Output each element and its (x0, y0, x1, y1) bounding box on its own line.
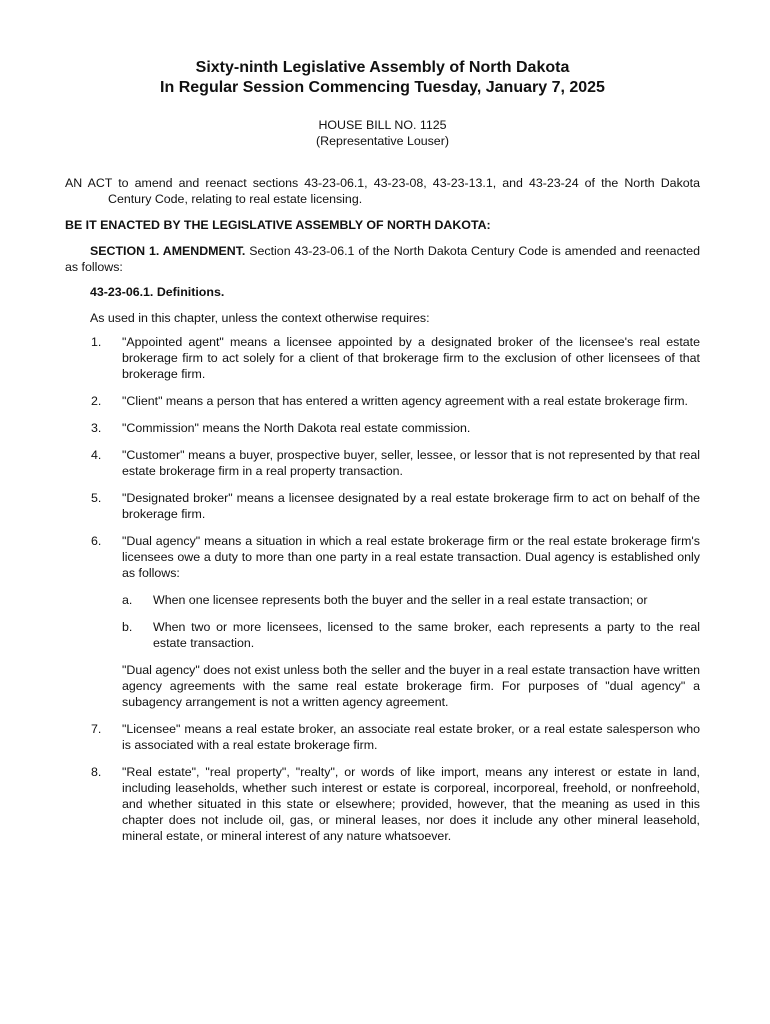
sub-item-text: When one licensee represents both the buyer and the seller in a real estate transaction; or (153, 593, 648, 607)
title-line-2: In Regular Session Commencing Tuesday, January 7, 2025 (160, 79, 605, 96)
definitions-heading: 43-23-06.1. Definitions. (90, 285, 225, 299)
definition-item (65, 764, 700, 844)
item-text: "Client" means a person that has entered a written agency agreement with a real estate brokerage firm. (122, 394, 688, 408)
item-number: 7. (91, 722, 102, 736)
definitions-intro: As used in this chapter, unless the context otherwise requires: (90, 311, 430, 325)
section-1-text: Section 43-23-06.1 of the North Dakota Century Code is amended and reenacted as follows: (65, 244, 700, 274)
bill-info (65, 117, 700, 149)
sub-item-letter: b. (122, 620, 133, 634)
item-text: "Real estate", "real property", "realty", or words of like import, means any interest or estate in land, including leaseholds, whether such interest or estate is corporeal, incorporeal, freehold, or nonfreehold, and whether situated in this state or elsewhere; provided, however, that the meaning as used in this chapter does not include oil, gas, or mineral leases, nor does it include any other mineral leasehold, mineral estate, or mineral interest of any nature whatsoever. (122, 765, 700, 843)
definition-item (65, 533, 700, 710)
act-title: AN ACT to amend and reenact sections 43-23-06.1, 43-23-08, 43-23-13.1, and 43-23-24 of the North Dakota Century Code, relating to real estate licensing. (65, 176, 700, 206)
item-number: 8. (91, 765, 102, 779)
section-1 (65, 243, 700, 275)
item-text: "Appointed agent" means a licensee appointed by a designated broker of the licensee's real estate brokerage firm to act solely for a client of that brokerage firm to the exclusion of other licensees of that brokerage firm. (122, 335, 700, 381)
sub-item (122, 592, 700, 608)
bill-number: HOUSE BILL NO. 1125 (318, 118, 447, 132)
item-number: 4. (91, 448, 102, 462)
item-number: 1. (91, 335, 102, 349)
item-note: "Dual agency" does not exist unless both the seller and the buyer in a real estate transaction have written agency agreements with the same real estate brokerage firm. For purposes of "dual agency" a subagency arrangement is not a written agency agreement. (122, 663, 700, 709)
enacting-clause: BE IT ENACTED BY THE LEGISLATIVE ASSEMBLY OF NORTH DAKOTA: (65, 218, 491, 232)
title-line-1: Sixty-ninth Legislative Assembly of North Dakota (195, 59, 570, 76)
item-text: "Licensee" means a real estate broker, an associate real estate broker, or a real estate salesperson who is associated with a real estate brokerage firm. (122, 722, 700, 752)
item-text: "Dual agency" means a situation in which a real estate brokerage firm or the real estate brokerage firm's licensees owe a duty to more than one party in a real estate transaction. Dual agency is established only as follows: (122, 534, 700, 580)
definitions-list (65, 334, 700, 844)
item-number: 2. (91, 394, 102, 408)
item-number: 5. (91, 491, 102, 505)
sub-item-letter: a. (122, 593, 133, 607)
section-1-heading: SECTION 1. AMENDMENT. (90, 244, 246, 258)
sub-item-text: When two or more licensees, licensed to the same broker, each represents a party to the real estate transaction. (153, 620, 700, 650)
bill-sponsor: (Representative Louser) (316, 134, 449, 148)
sub-item (122, 619, 700, 651)
item-text: "Commission" means the North Dakota real estate commission. (122, 421, 471, 435)
definition-item (65, 393, 700, 409)
item-text: "Customer" means a buyer, prospective buyer, seller, lessee, or lessor that is not represented by that real estate brokerage firm in a real property transaction. (122, 448, 700, 478)
sub-list (122, 592, 700, 651)
definition-item (65, 721, 700, 753)
definition-item (65, 334, 700, 382)
definition-item (65, 420, 700, 436)
item-number: 6. (91, 534, 102, 548)
definition-item (65, 447, 700, 479)
document-title (65, 0, 700, 98)
definition-item (65, 490, 700, 522)
item-text: "Designated broker" means a licensee designated by a real estate brokerage firm to act on behalf of the brokerage firm. (122, 491, 700, 521)
item-number: 3. (91, 421, 102, 435)
